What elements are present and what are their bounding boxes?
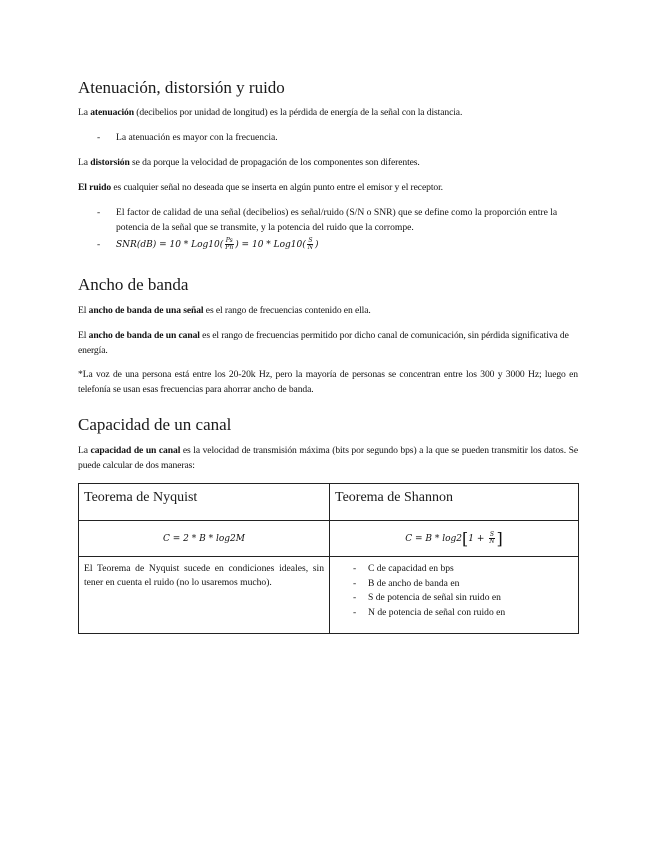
theorem-table: [78, 483, 579, 634]
term-capacidad: capacidad de un canal: [90, 445, 181, 456]
section-title-ancho: Ancho de banda: [78, 275, 189, 294]
term-distorsion: distorsión: [90, 157, 130, 168]
nyquist-header: Teorema de Nyquist: [79, 484, 330, 521]
snr-formula: - SNR(dB) = 10 * Log10( $\frac{Ps}{Pn}$ ) = 10 * Log10( $\frac{S}{N}$ ): [78, 237, 578, 253]
nyquist-formula: C = 2 * B * log2M: [79, 521, 330, 557]
term-atenuacion: atenuación: [90, 107, 134, 118]
list-item: - B de ancho de banda en: [335, 577, 573, 592]
shannon-description: [330, 557, 579, 634]
term-ancho-canal: ancho de banda de un canal: [88, 330, 200, 341]
paragraph-ancho-canal: El ancho de banda de un canal es el rango de frecuencias permitido por dicho canal de comunicación, sin pérdida significativa de energía.: [78, 330, 569, 356]
term-ruido: El ruido: [78, 182, 112, 193]
paragraph-ancho-senal: El ancho de banda de una señal es el rango de frecuencias contenido en ella.: [78, 305, 371, 316]
list-item: - La atenuación es mayor con la frecuencia.: [78, 130, 578, 145]
nyquist-description: El Teorema de Nyquist sucede en condiciones ideales, sin tener en cuenta el ruido (no lo usaremos mucho).: [79, 557, 330, 634]
section-title-atenuacion: Atenuación, distorsión y ruido: [78, 78, 285, 97]
atenuacion-list: [78, 130, 578, 145]
shannon-formula: C = B * log2[1 + $\frac{S}{N}$ ]: [330, 521, 579, 557]
shannon-variables-list: [335, 562, 573, 620]
table-row: [79, 484, 579, 521]
list-item: - N de potencia de señal con ruido en: [335, 606, 573, 621]
paragraph-voz-note: *La voz de una persona está entre los 20-20k Hz, pero la mayoría de personas se concentran entre los 300 y 3000 Hz; luego en telefonía se usan esas frecuencias para ahorrar ancho de banda.: [78, 369, 578, 395]
table-row: [79, 557, 579, 634]
term-ancho-senal: ancho de banda de una señal: [88, 305, 204, 316]
paragraph-ruido: El ruido es cualquier señal no deseada que se inserta en algún punto entre el emisor y el receptor.: [78, 182, 443, 193]
list-item: - S de potencia de señal sin ruido en: [335, 591, 573, 606]
paragraph-atenuacion: La atenuación (decibelios por unidad de longitud) es la pérdida de energía de la señal con la distancia.: [78, 107, 463, 118]
list-item: - El factor de calidad de una señal (decibelios) es señal/ruido (S/N o SNR) que se define como la proporción entre la potencia de la señal que se transmite, y la potencia del ruido que la corrompe.: [78, 205, 578, 235]
table-row: [79, 521, 579, 557]
paragraph-capacidad: La capacidad de un canal es la velocidad de transmisión máxima (bits por segundo bps) a la que se pueden transmitir los datos. Se puede calcular de dos maneras:: [78, 445, 578, 471]
paragraph-distorsion: La distorsión se da porque la velocidad de propagación de los componentes son diferentes.: [78, 157, 420, 168]
shannon-header: Teorema de Shannon: [330, 484, 579, 521]
ruido-list: [78, 205, 578, 253]
section-title-capacidad: Capacidad de un canal: [78, 415, 232, 434]
list-item: - C de capacidad en bps: [335, 562, 573, 577]
